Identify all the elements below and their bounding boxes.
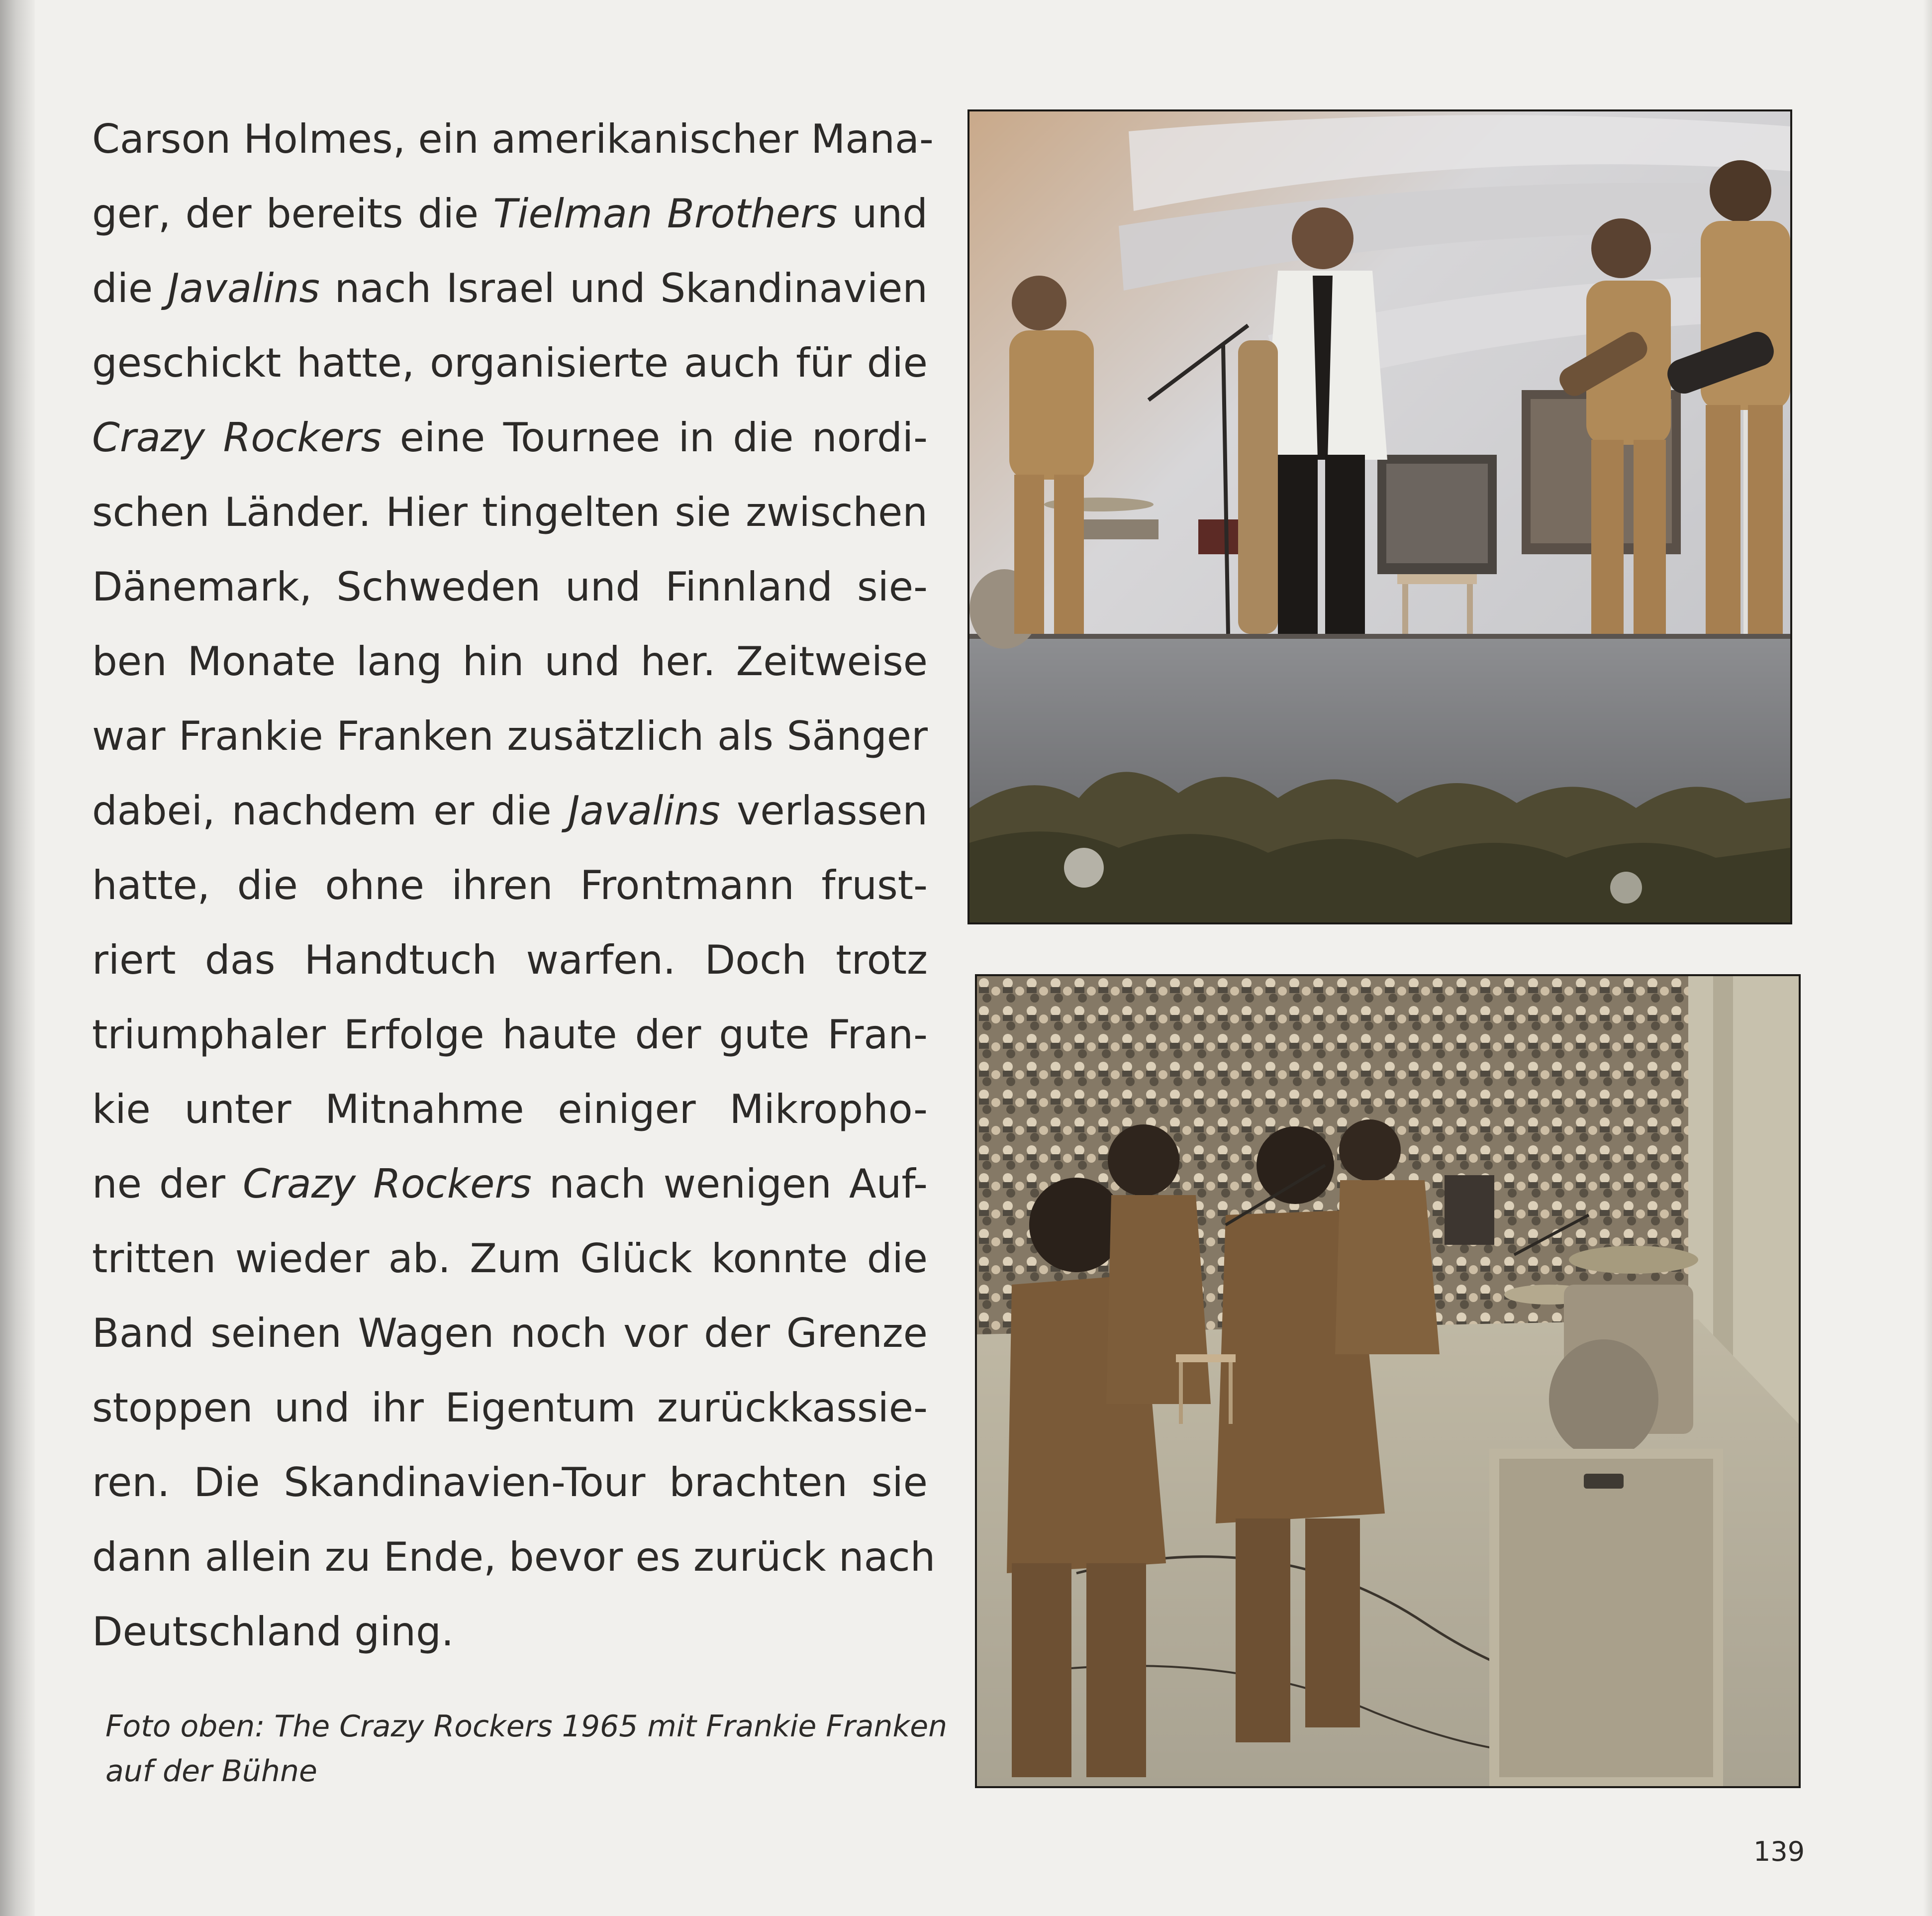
text-line <box>92 1221 928 1296</box>
article-body <box>92 102 936 1669</box>
text-line <box>92 401 928 475</box>
photo-band-on-stage <box>967 109 1792 924</box>
text-run: war Frankie Franken zusätzlich als Sänger <box>92 713 928 759</box>
text-line <box>92 998 928 1072</box>
stage-photo-illustration <box>969 111 1790 922</box>
italic-band-name: Crazy Rockers <box>92 414 382 461</box>
text-line <box>92 1595 928 1669</box>
text-run: geschickt hatte, organisierte auch für die <box>92 340 928 386</box>
text-line <box>92 475 928 550</box>
text-run: Carson Holmes, ein amerikanischer Mana- <box>92 116 934 162</box>
text-run: riert das Handtuch warfen. Doch trotz <box>92 937 928 983</box>
italic-band-name: Javalins <box>568 788 720 834</box>
text-run: ger, der bereits die <box>92 191 493 237</box>
text-run: nach wenigen Auf- <box>531 1161 928 1207</box>
text-run: ben Monate lang hin und her. Zeitweise <box>92 638 928 685</box>
audience-photo-illustration <box>977 976 1799 1786</box>
page-edge <box>1923 0 1932 1916</box>
text-run: dabei, nachdem er die <box>92 788 568 834</box>
text-run: hatte, die ohne ihren Frontmann frust- <box>92 862 928 908</box>
text-run: Band seinen Wagen noch vor der Grenze <box>92 1310 928 1356</box>
text-line <box>92 102 934 177</box>
text-line <box>92 923 928 998</box>
text-run: triumphaler Erfolge haute der gute Fran- <box>92 1011 928 1058</box>
text-run: ren. Die Skandinavien-Tour brachten sie <box>92 1459 928 1506</box>
text-run: und <box>837 191 928 237</box>
text-run: kie unter Mitnahme einiger Mikropho- <box>92 1086 928 1132</box>
text-run: verlassen <box>720 788 928 834</box>
page-gutter-shadow <box>0 0 35 1916</box>
text-line <box>92 774 928 848</box>
italic-band-name: Crazy Rockers <box>243 1161 532 1207</box>
text-run: ne der <box>92 1161 243 1207</box>
photo-band-with-audience <box>975 974 1801 1788</box>
text-line <box>92 251 928 326</box>
text-line <box>92 1445 928 1520</box>
text-line <box>92 177 928 251</box>
text-line <box>92 1147 928 1221</box>
text-line <box>92 624 928 699</box>
text-line <box>92 1296 928 1371</box>
text-run: Deutschland ging. <box>92 1609 454 1655</box>
text-run: Dänemark, Schweden und Finnland sie- <box>92 564 928 610</box>
text-run: dann allein zu Ende, bevor es zurück nach <box>92 1534 936 1580</box>
text-run: die <box>92 265 168 311</box>
text-line <box>92 1520 936 1595</box>
text-run: tritten wieder ab. Zum Glück konnte die <box>92 1235 928 1282</box>
text-line <box>92 1072 928 1147</box>
photo-caption <box>105 1704 951 1794</box>
text-line <box>92 326 928 401</box>
text-line <box>92 550 928 624</box>
text-line <box>92 699 928 774</box>
caption-line-1: Foto oben: The Crazy Rockers 1965 mit Frankie Franken <box>105 1709 948 1744</box>
italic-band-name: Javalins <box>168 265 320 311</box>
text-run: schen Länder. Hier tingelten sie zwischen <box>92 489 928 535</box>
page-number: 139 <box>1753 1836 1805 1867</box>
text-line <box>92 1371 928 1445</box>
text-run: nach Israel und Skandinavien <box>319 265 928 311</box>
italic-band-name: Tielman Brothers <box>493 191 838 237</box>
text-run: eine Tournee in die nordi- <box>382 414 928 461</box>
caption-line-2: auf der Bühne <box>105 1754 317 1789</box>
text-run: stoppen und ihr Eigentum zurückkassie- <box>92 1385 928 1431</box>
text-line <box>92 848 928 923</box>
